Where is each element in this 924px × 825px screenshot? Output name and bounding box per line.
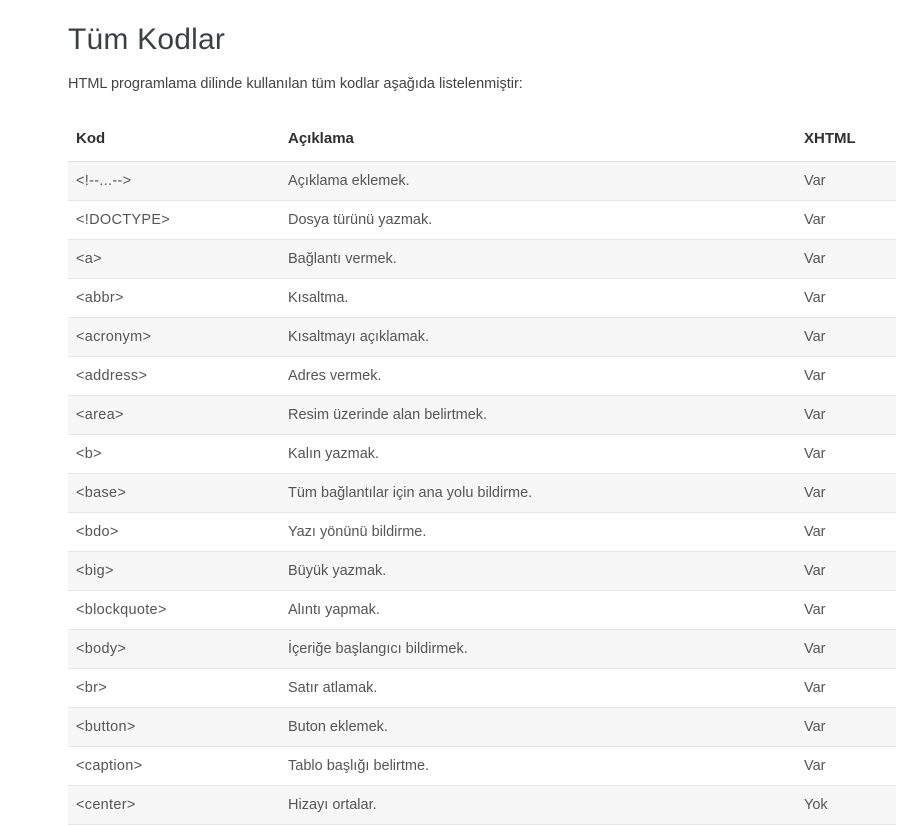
cell-description: Dosya türünü yazmak.	[280, 201, 796, 240]
table-row	[68, 201, 896, 240]
table-row	[68, 513, 896, 552]
cell-code: <acronym>	[68, 318, 280, 357]
cell-description: Satır atlamak.	[280, 669, 796, 708]
cell-xhtml: Var	[796, 162, 896, 201]
codes-table	[68, 120, 896, 825]
cell-description: Tüm bağlantılar için ana yolu bildirme.	[280, 474, 796, 513]
cell-code: <center>	[68, 786, 280, 825]
cell-code: <!DOCTYPE>	[68, 201, 280, 240]
codes-table-head	[68, 120, 896, 162]
cell-xhtml: Var	[796, 669, 896, 708]
cell-description: Büyük yazmak.	[280, 552, 796, 591]
cell-description: Bağlantı vermek.	[280, 240, 796, 279]
cell-code: <blockquote>	[68, 591, 280, 630]
cell-description: Tablo başlığı belirtme.	[280, 747, 796, 786]
table-row	[68, 786, 896, 825]
cell-xhtml: Var	[796, 708, 896, 747]
table-row	[68, 396, 896, 435]
table-row	[68, 708, 896, 747]
cell-code: <!--...-->	[68, 162, 280, 201]
table-row	[68, 435, 896, 474]
cell-description: İçeriğe başlangıcı bildirmek.	[280, 630, 796, 669]
cell-xhtml: Yok	[796, 786, 896, 825]
table-row	[68, 747, 896, 786]
cell-xhtml: Var	[796, 357, 896, 396]
table-row	[68, 318, 896, 357]
table-row	[68, 279, 896, 318]
cell-description: Açıklama eklemek.	[280, 162, 796, 201]
cell-code: <base>	[68, 474, 280, 513]
cell-code: <abbr>	[68, 279, 280, 318]
cell-xhtml: Var	[796, 240, 896, 279]
column-header-xhtml: XHTML	[796, 120, 896, 162]
cell-description: Alıntı yapmak.	[280, 591, 796, 630]
cell-description: Resim üzerinde alan belirtmek.	[280, 396, 796, 435]
codes-table-container	[0, 120, 924, 825]
cell-xhtml: Var	[796, 279, 896, 318]
cell-description: Buton eklemek.	[280, 708, 796, 747]
cell-description: Yazı yönünü bildirme.	[280, 513, 796, 552]
cell-xhtml: Var	[796, 474, 896, 513]
table-row	[68, 240, 896, 279]
table-row	[68, 474, 896, 513]
table-row	[68, 591, 896, 630]
cell-description: Kısaltmayı açıklamak.	[280, 318, 796, 357]
table-row	[68, 552, 896, 591]
cell-code: <a>	[68, 240, 280, 279]
cell-description: Kısaltma.	[280, 279, 796, 318]
cell-xhtml: Var	[796, 318, 896, 357]
cell-xhtml: Var	[796, 747, 896, 786]
table-row	[68, 669, 896, 708]
cell-code: <body>	[68, 630, 280, 669]
cell-code: <br>	[68, 669, 280, 708]
cell-code: <bdo>	[68, 513, 280, 552]
table-row	[68, 357, 896, 396]
table-row	[68, 630, 896, 669]
cell-xhtml: Var	[796, 513, 896, 552]
cell-code: <area>	[68, 396, 280, 435]
cell-xhtml: Var	[796, 591, 896, 630]
cell-description: Hizayı ortalar.	[280, 786, 796, 825]
cell-code: <big>	[68, 552, 280, 591]
cell-code: <b>	[68, 435, 280, 474]
column-header-code: Kod	[68, 120, 280, 162]
cell-xhtml: Var	[796, 396, 896, 435]
page-intro-text: HTML programlama dilinde kullanılan tüm kodlar aşağıda listelenmiştir:	[68, 76, 523, 92]
cell-code: <button>	[68, 708, 280, 747]
cell-code: <caption>	[68, 747, 280, 786]
page-title: Tüm Kodlar	[68, 23, 226, 56]
codes-table-body	[68, 162, 896, 825]
cell-code: <address>	[68, 357, 280, 396]
cell-xhtml: Var	[796, 435, 896, 474]
table-row	[68, 162, 896, 201]
cell-xhtml: Var	[796, 552, 896, 591]
cell-xhtml: Var	[796, 201, 896, 240]
cell-xhtml: Var	[796, 630, 896, 669]
cell-description: Kalın yazmak.	[280, 435, 796, 474]
cell-description: Adres vermek.	[280, 357, 796, 396]
table-header-row	[68, 120, 896, 162]
column-header-description: Açıklama	[280, 120, 796, 162]
